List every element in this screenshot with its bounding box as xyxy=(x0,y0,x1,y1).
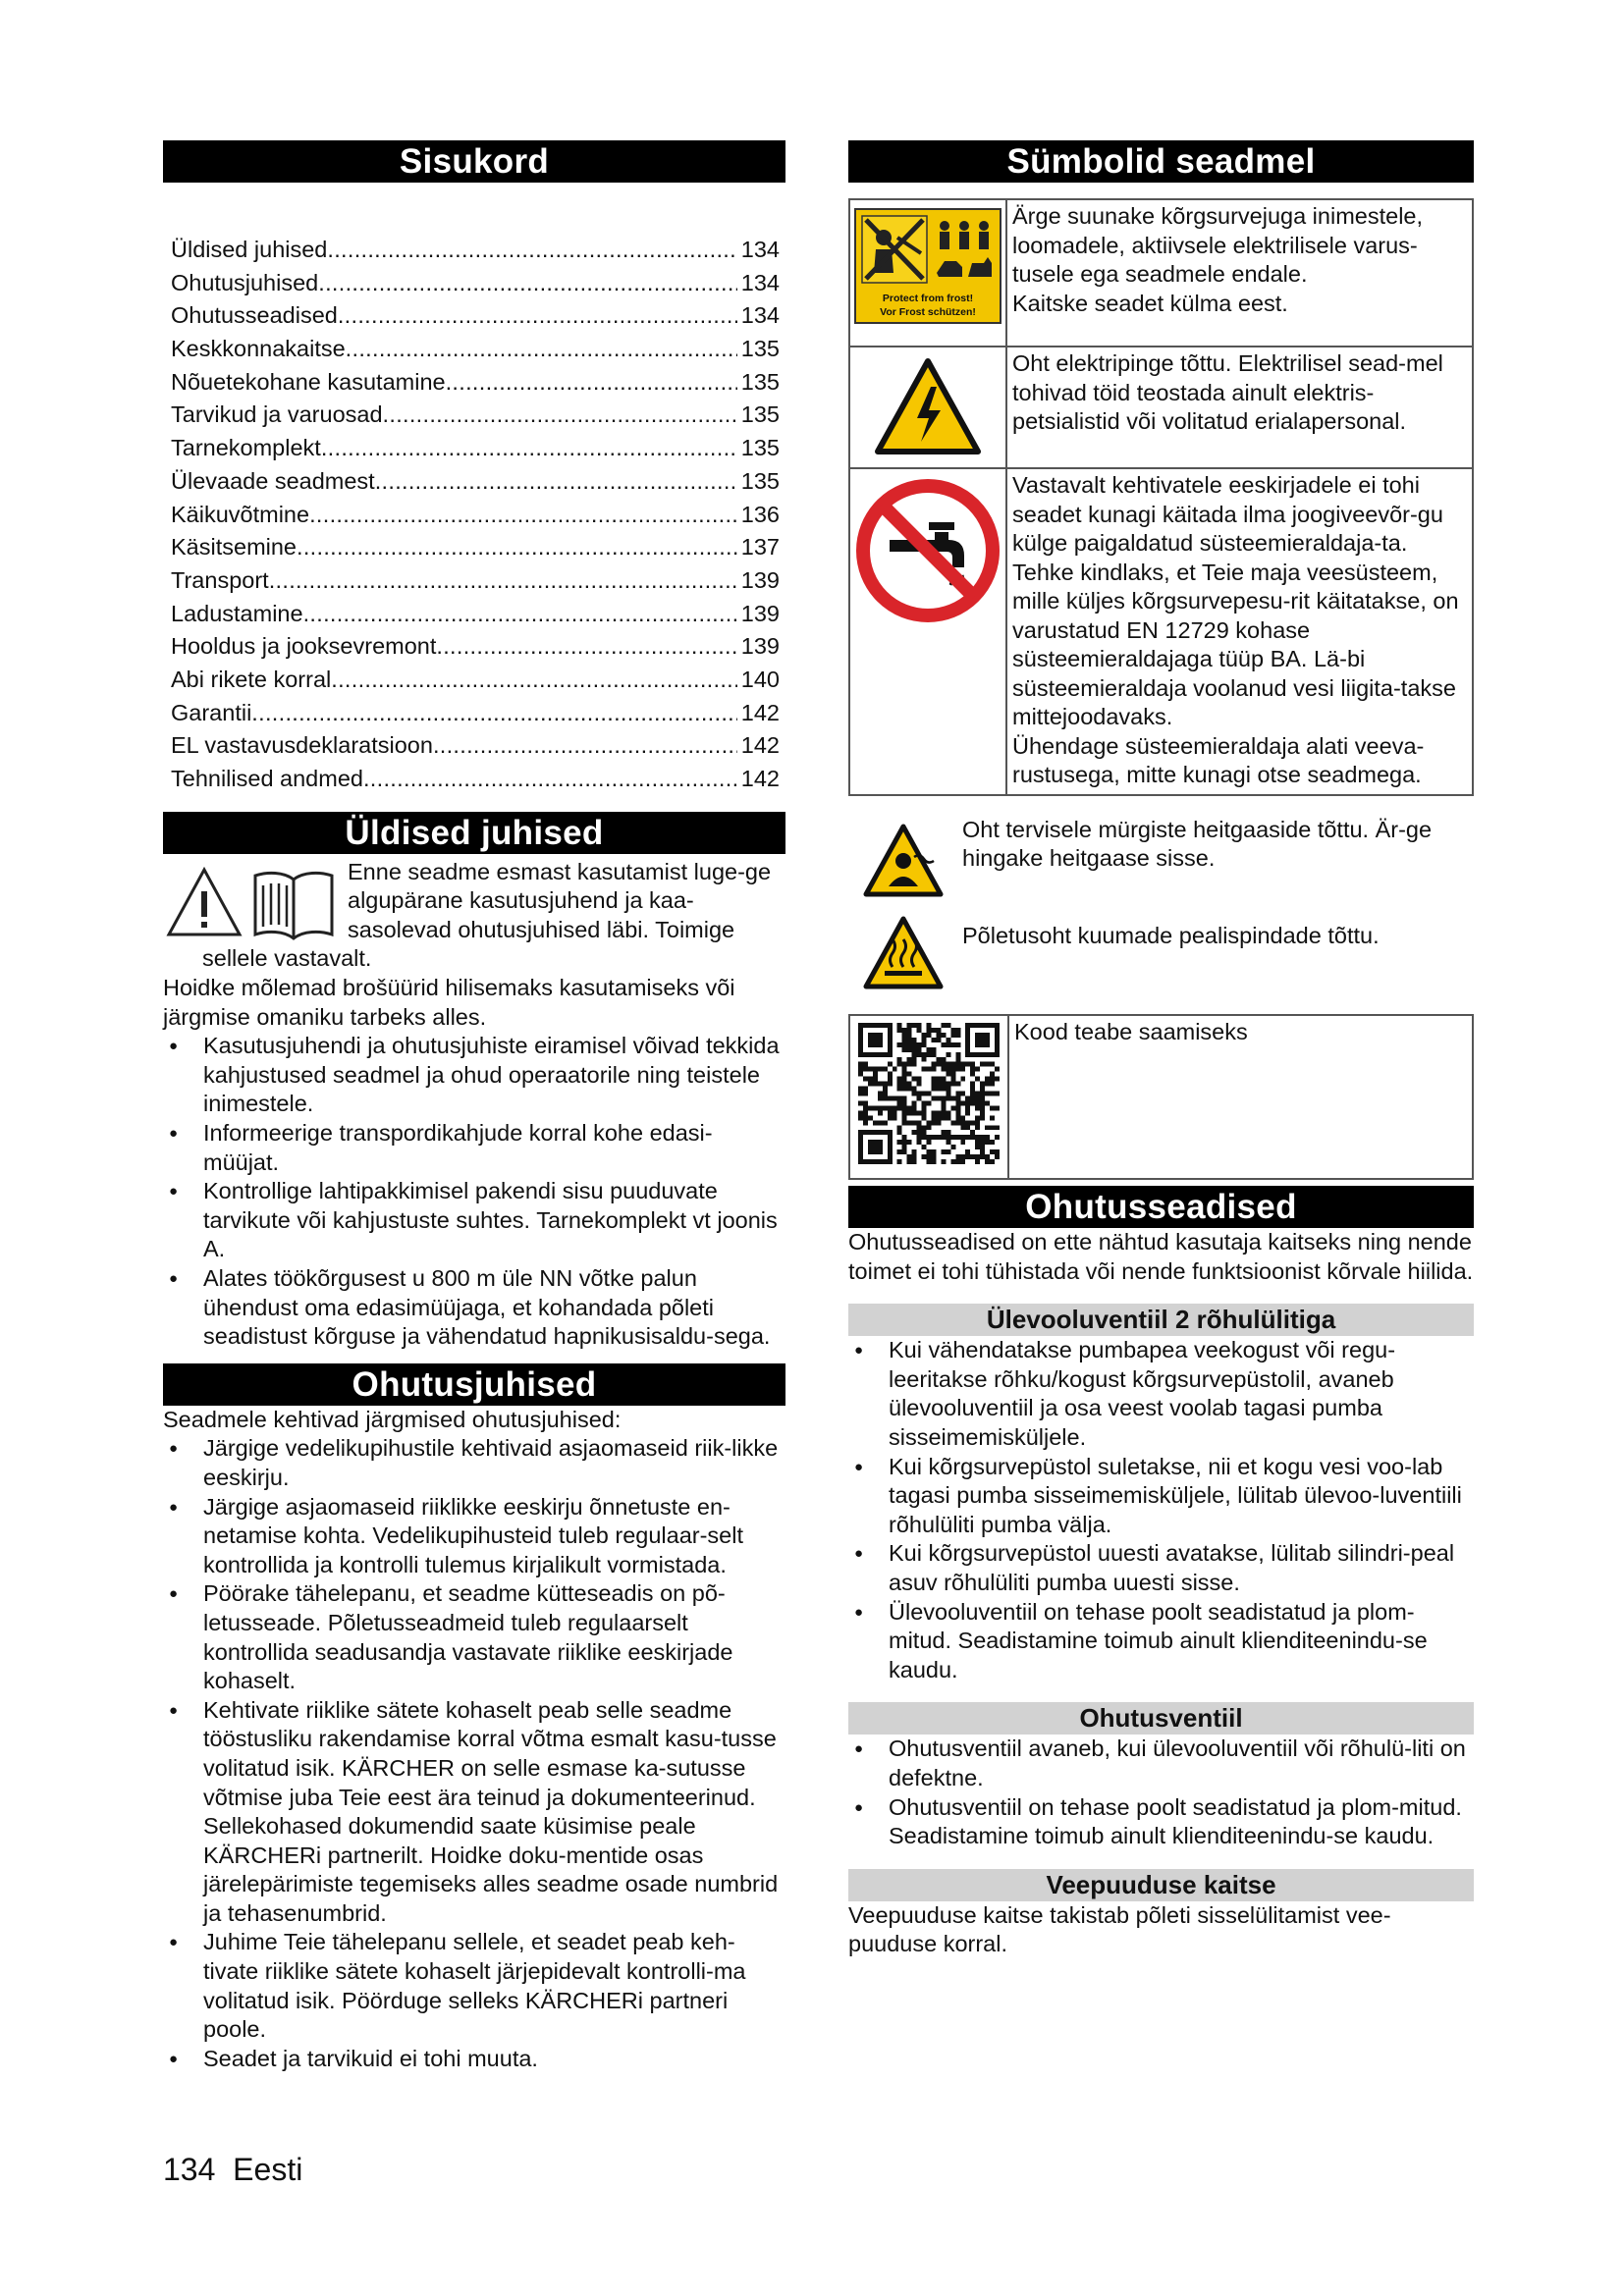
sticker-text-2: Vor Frost schützen! xyxy=(880,306,976,318)
qr-table xyxy=(848,1014,1474,1181)
table-row xyxy=(849,199,1473,347)
list-item: ● Järgige vedelikupihustile kehtivaid asjaomaseid riik-likke eeskirju. xyxy=(163,1434,785,1492)
toc-dots xyxy=(321,432,737,465)
toc-entry-title: Ohutusseadised xyxy=(171,302,338,329)
toc-entry[interactable] xyxy=(163,697,785,730)
toc-entry[interactable] xyxy=(163,499,785,532)
symbol-text: Vastavalt kehtivatele eeskirjadele ei tohi seadet kunagi käitada ilma joogiveevõr-gu külge paigaldatud süsteemieraldaja-ta. Tehke kindlaks, et Teie maja veesüsteem, mille küljes kõrgsurvepesu-rit käitatakse, on varustatud EN 12729 kohase süsteemieraldajaga tüüp BA. Lä-bi süsteemieraldaja voolanud vesi liigita-takse mittejoodavaks. xyxy=(1012,472,1459,729)
list-item: ● Kui vähendatakse pumbapea veekogust või regu-leeritakse rõhku/kogust kõrgsurvepüstolil, avaneb ülevooluventiil ja osa veest voolab tagasi pumba sisseimemisküljele. xyxy=(848,1336,1474,1452)
general-heading: Üldised juhised xyxy=(163,812,785,854)
list-item: ● Kui kõrgsurvepüstol uuesti avatakse, lülitab silindri-peal asuv rõhulüliti pumba uuesti sisse. xyxy=(848,1539,1474,1597)
toc-dots xyxy=(331,664,737,697)
overflow-valve-bullets xyxy=(848,1336,1474,1684)
toc-entry-title: Abi rikete korral xyxy=(171,666,332,692)
toc-entry-title: Hooldus ja jooksevremont xyxy=(171,633,437,660)
safety-intro: Seadmele kehtivad järgmised ohutusjuhised: xyxy=(163,1406,622,1432)
list-item: ● Ohutusventiil on tehase poolt seadistatud ja plom-mitud. Seadistamine toimub ainult klienditeenindu-se kaudu. xyxy=(848,1793,1474,1851)
safety-valve-bullets xyxy=(848,1735,1474,1850)
qr-text: Kood teabe saamiseks xyxy=(1014,1018,1248,1044)
symbols-table xyxy=(848,198,1474,796)
list-item: ● Ohutusventiil avaneb, kui ülevooluventiil või rõhulü-liti on defektne. xyxy=(848,1735,1474,1792)
toc-entry-title: EL vastavusdeklaratsioon xyxy=(171,732,433,759)
toc-dots xyxy=(269,564,737,598)
list-item: ● Pöörake tähelepanu, et seadme kütteseadis on põ-letusseade. Põletusseadmeid tuleb regulaarselt kontrollida seadusandja vastavate riiklike eeskirjade kohaselt. xyxy=(163,1579,785,1695)
toc-dots xyxy=(436,630,736,664)
toc-entry[interactable] xyxy=(163,598,785,631)
toc-entry-title: Transport xyxy=(171,566,269,593)
toc-entry-page: 139 xyxy=(740,633,780,660)
safety-valve-heading: Ohutusventiil xyxy=(848,1702,1474,1735)
right-column xyxy=(848,140,1474,1959)
general-bullets xyxy=(163,1032,785,1352)
toc-list xyxy=(163,234,785,796)
list-item: ● Alates töökõrgusest u 800 m üle NN võtke palun ühendust oma edasimüüjaga, et kohandada põleti seadistust kõrguse ja vähendatud hapnikusisaldu-sega. xyxy=(163,1264,785,1352)
toc-entry-page: 135 xyxy=(740,336,780,362)
toc-entry-title: Garantii xyxy=(171,699,252,725)
list-item: ● Ülevooluventiil on tehase poolt seadistatud ja plom-mitud. Seadistamine toimub ainult klienditeenindu-se kaudu. xyxy=(848,1598,1474,1685)
page-footer xyxy=(163,2152,303,2187)
toc-entry[interactable] xyxy=(163,299,785,333)
toc-entry-page: 134 xyxy=(740,237,780,262)
toc-dots xyxy=(446,366,737,400)
page-number: 134 xyxy=(163,2152,216,2187)
table-row xyxy=(849,1015,1473,1180)
list-item: ● Kehtivate riiklike sätete kohaselt peab selle seadme tööstusliku rakendamise korral võtma esmalt kasu-tusse volitatud isik. KÄRCHER on selle esmase ka-sutusse võtmise juba Teie eest ära teinud ja dokumenteerinud. Sellekohased dokumendid saate küsimise peale KÄRCHERi partnerilt. Hoidke doku-mentide osas järelepärimiste tegemiseks alles seadme osade numbrid ja tehasenumbrid. xyxy=(163,1696,785,1929)
list-item: ● Informeerige transpordikahjude korral kohe edasi-müüjat. xyxy=(163,1119,785,1177)
toc-entry-title: Ülevaade seadmest xyxy=(171,467,375,494)
toc-entry[interactable] xyxy=(163,564,785,598)
toc-entry-page: 135 xyxy=(740,467,780,494)
symbol-text: Ärge suunake kõrgsurvejuga inimestele, loomadele, aktiivsele elektrilisele varus-tusele ega seadmele endale. xyxy=(1012,203,1424,287)
overflow-valve-heading: Ülevooluventiil 2 rõhulülitiga xyxy=(848,1304,1474,1336)
toc-dots xyxy=(363,763,737,796)
manual-book-icon xyxy=(249,866,338,942)
toc-entry-page: 135 xyxy=(740,368,780,395)
toc-entry-page: 139 xyxy=(740,600,780,626)
toc-entry[interactable] xyxy=(163,763,785,796)
toc-entry[interactable] xyxy=(163,729,785,763)
toc-dots xyxy=(318,267,737,300)
symbol-free-row xyxy=(848,910,1474,990)
no-drinking-water-connection-icon xyxy=(854,477,1001,624)
toc-entry-page: 137 xyxy=(740,534,780,561)
toc-entry[interactable] xyxy=(163,432,785,465)
symbols-heading: Sümbolid seadmel xyxy=(848,140,1474,183)
sticker-icon xyxy=(854,208,1001,324)
sticker-text-1: Protect from frost! xyxy=(882,293,974,304)
general-intro-block xyxy=(163,858,785,974)
safety-bullets xyxy=(163,1434,785,2073)
toc-entry[interactable] xyxy=(163,333,785,366)
toc-entry-title: Tehnilised andmed xyxy=(171,766,363,791)
toc-entry-page: 135 xyxy=(740,401,780,428)
toc-entry[interactable] xyxy=(163,234,785,267)
toc-entry-page: 135 xyxy=(740,435,780,461)
water-shortage-text: Veepuuduse kaitse takistab põleti sisselülitamist vee-puuduse korral. xyxy=(848,1901,1391,1957)
toc-entry-title: Üldised juhised xyxy=(171,237,328,262)
table-row xyxy=(849,468,1473,795)
toc-heading: Sisukord xyxy=(163,140,785,183)
toc-entry[interactable] xyxy=(163,399,785,432)
toc-entry-page: 134 xyxy=(740,302,780,329)
toc-dots xyxy=(327,234,736,267)
footer-language: Eesti xyxy=(233,2152,303,2187)
qr-code-icon xyxy=(858,1020,1000,1167)
toc-entry-page: 142 xyxy=(740,766,780,791)
symbol-text: Ühendage süsteemieraldaja alati veeva-rustusega, mitte kunagi otse seadmega. xyxy=(1012,732,1425,787)
general-keep-text: Hoidke mõlemad brošüürid hilisemaks kasutamiseks või järgmise omaniku tarbeks alles. xyxy=(163,975,735,1030)
toc-entry-title: Käsitsemine xyxy=(171,534,297,561)
toc-dots xyxy=(338,299,737,333)
toc-entry[interactable] xyxy=(163,664,785,697)
safety-heading: Ohutusjuhised xyxy=(163,1363,785,1406)
toc-entry[interactable] xyxy=(163,465,785,499)
list-item: ● Kasutusjuhendi ja ohutusjuhiste eiramisel võivad tekkida kahjustused seadmel ja ohud operaatorile ning teistele inimestele. xyxy=(163,1032,785,1119)
toc-entry-page: 142 xyxy=(740,699,780,725)
symbol-free-row xyxy=(848,814,1474,898)
symbol-text: Põletusoht kuumade pealispindade tõttu. xyxy=(962,922,1380,948)
list-item: ● Järgige asjaomaseid riiklikke eeskirju õnnetuste en-netamise kohta. Vedelikupihusteid tuleb regulaar-selt kontrollida ja kontrolli tulemus kirjalikult vormistada. xyxy=(163,1493,785,1580)
toc-entry-page: 134 xyxy=(740,269,780,295)
intro-icons xyxy=(163,864,340,942)
high-voltage-icon xyxy=(874,357,982,455)
toc-entry-title: Ladustamine xyxy=(171,600,303,626)
toc-entry[interactable] xyxy=(163,366,785,400)
toc-entry[interactable] xyxy=(163,630,785,664)
toc-entry-title: Tarnekomplekt xyxy=(171,435,321,461)
list-item: ● Kui kõrgsurvepüstol suletakse, nii et kogu vesi voo-lab tagasi pumba sisseimemisküljele, lülitab ülevoo-luventiili rõhulüliti pumba välja. xyxy=(848,1453,1474,1540)
warning-icon xyxy=(165,864,244,942)
toc-entry-page: 140 xyxy=(740,666,780,692)
toc-dots xyxy=(309,499,737,532)
toc-dots xyxy=(303,598,737,631)
symbol-text: Kaitske seadet külma eest. xyxy=(1012,290,1288,316)
toc-entry-title: Nõuetekohane kasutamine xyxy=(171,368,446,395)
left-column xyxy=(163,140,785,2073)
toc-dots xyxy=(375,465,737,499)
symbol-text: Oht tervisele mürgiste heitgaaside tõttu. Är-ge hingake heitgaase sisse. xyxy=(962,816,1433,872)
toc-dots xyxy=(383,399,737,432)
toc-entry-page: 142 xyxy=(740,732,780,759)
devices-intro: Ohutusseadised on ette nähtud kasutaja kaitseks ning nende toimet ei tohi tühistada või nende funktsioonist kõrvale hiilida. xyxy=(848,1229,1474,1284)
list-item: ● Kontrollige lahtipakkimisel pakendi sisu puuduvate tarvikute või kahjustuste suhtes. Tarnekomplekt vt joonis A. xyxy=(163,1177,785,1264)
toc-dots xyxy=(433,729,737,763)
list-item: ● Juhime Teie tähelepanu sellele, et seadet peab keh-tivate riiklike sätete kohaselt järjepidevalt kontrolli-ma volitatud isik. Pöörduge selleks KÄRCHERi partneri poole. xyxy=(163,1928,785,2044)
general-intro-text: Enne seadme esmast kasutamist luge-ge algupärane kasutusjuhend ja kaa-sasolevad ohutusjuhised läbi. Toimige sellele vastavalt. xyxy=(202,858,772,972)
toc-entry-title: Keskkonnakaitse xyxy=(171,336,346,362)
hot-surface-icon xyxy=(863,916,944,990)
toc-dots xyxy=(297,531,737,564)
toc-entry-title: Käikuvõtmine xyxy=(171,501,310,527)
toc-entry[interactable] xyxy=(163,531,785,564)
toc-dots xyxy=(346,333,737,366)
table-row xyxy=(849,347,1473,468)
toxic-gas-icon xyxy=(863,824,944,898)
toc-entry-page: 136 xyxy=(740,501,780,527)
symbol-text: Oht elektripinge tõttu. Elektrilisel sead-mel tohivad töid teostada ainult elektris-petsialistid või volitatud erialapersonal. xyxy=(1012,350,1443,434)
toc-dots xyxy=(251,697,736,730)
water-shortage-heading: Veepuuduse kaitse xyxy=(848,1869,1474,1901)
devices-heading: Ohutusseadised xyxy=(848,1186,1474,1228)
list-item: ● Seadet ja tarvikuid ei tohi muuta. xyxy=(163,2045,785,2074)
toc-entry-page: 139 xyxy=(740,566,780,593)
toc-entry-title: Tarvikud ja varuosad xyxy=(171,401,383,428)
toc-entry[interactable] xyxy=(163,267,785,300)
toc-entry-title: Ohutusjuhised xyxy=(171,269,319,295)
